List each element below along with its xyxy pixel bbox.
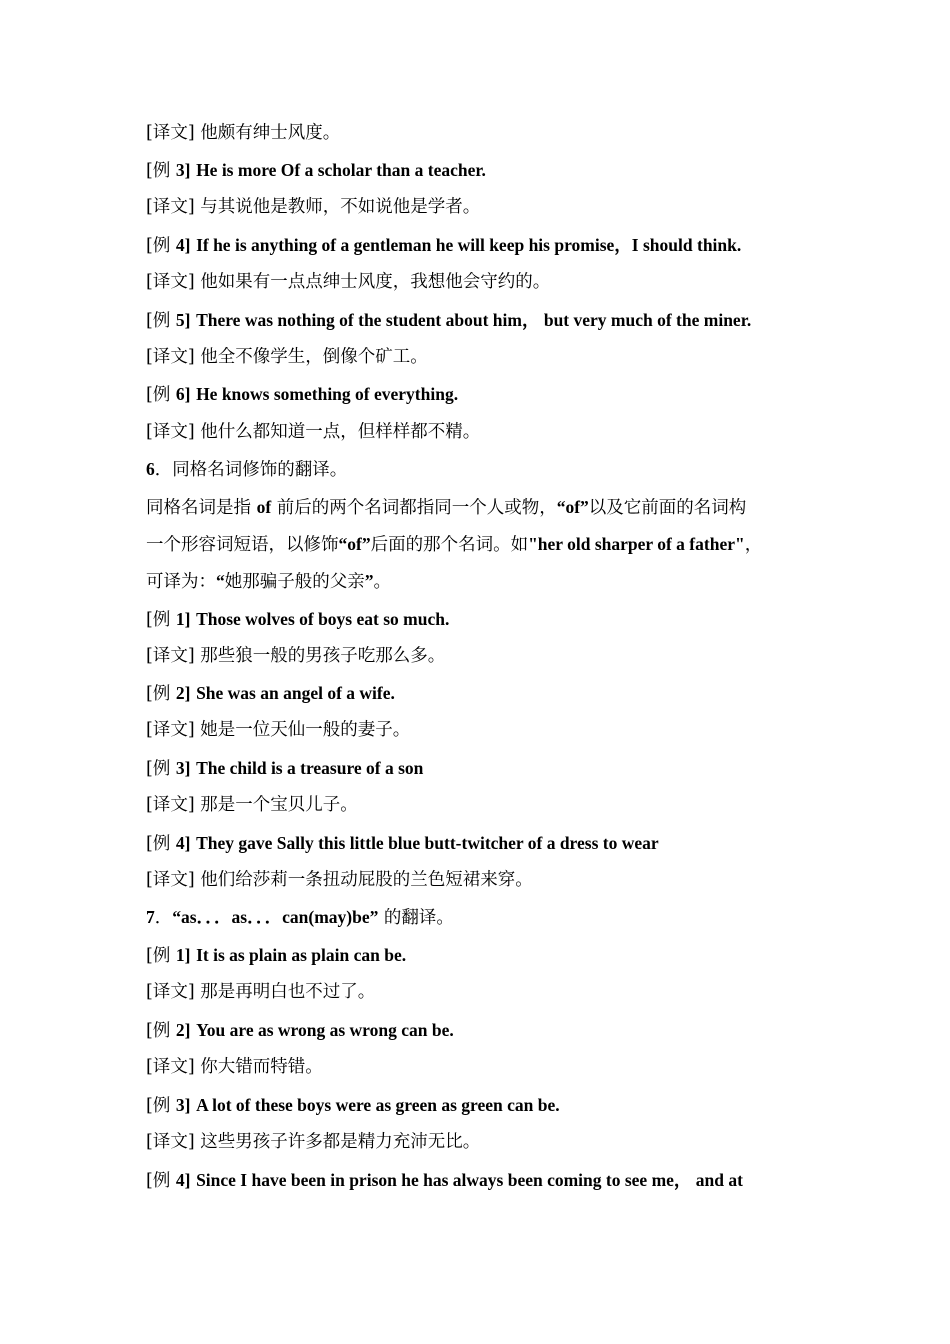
example-number: 4]	[175, 235, 191, 255]
example-line	[146, 1019, 454, 1042]
translation-line	[146, 346, 428, 368]
translation-tag: [译文]	[146, 123, 195, 143]
paragraph-line	[146, 533, 762, 556]
example-tag: [例	[146, 834, 171, 854]
example-number: 2]	[175, 683, 191, 703]
example-line	[146, 608, 449, 631]
example-line	[146, 1169, 743, 1192]
example-tag: [例	[146, 946, 171, 966]
example-text: He is more Of a scholar than a teacher.	[196, 160, 486, 180]
translation-text: 你大错而特错。	[200, 1057, 323, 1077]
paragraph-term: “of”	[338, 534, 371, 554]
translation-tag: [译文]	[146, 422, 195, 442]
translation-line	[146, 794, 358, 816]
paragraph-example: "her old sharper of a father"	[528, 534, 745, 554]
section-title-pattern: “as．．．as．．．can(may)be”	[172, 907, 379, 927]
example-line	[146, 383, 458, 406]
translation-line	[146, 271, 550, 293]
example-line	[146, 832, 659, 855]
translation-tag: [译文]	[146, 982, 195, 1002]
example-text: The child is a treasure of a son	[196, 758, 424, 778]
translation-tag: [译文]	[146, 795, 195, 815]
example-text: If he is anything of a gentleman he will keep his promise，I should think.	[196, 235, 742, 255]
example-text: Those wolves of boys eat so much.	[196, 609, 450, 629]
example-tag: [例	[146, 385, 171, 405]
section-number: 7	[146, 907, 155, 927]
example-line	[146, 309, 751, 332]
example-number: 1]	[175, 945, 191, 965]
example-tag: [例	[146, 759, 171, 779]
translation-text: 他什么都知道一点，但样样都不精。	[200, 422, 481, 442]
section-title: 的翻译。	[378, 908, 454, 928]
translation-tag: [译文]	[146, 272, 195, 292]
paragraph-term: of	[256, 497, 272, 517]
example-line	[146, 757, 423, 780]
example-number: 4]	[175, 833, 191, 853]
translation-tag: [译文]	[146, 720, 195, 740]
translation-tag: [译文]	[146, 197, 195, 217]
example-line	[146, 1094, 560, 1117]
example-number: 4]	[175, 1170, 191, 1190]
example-text: It is as plain as plain can be.	[196, 945, 407, 965]
section-title: ．	[154, 908, 173, 928]
translation-line	[146, 421, 480, 443]
example-text: He knows something of everything.	[196, 384, 459, 404]
paragraph-text: 。	[373, 572, 391, 592]
paragraph-text: 她那骗子般的父亲	[224, 572, 365, 592]
translation-line	[146, 196, 480, 218]
example-number: 3]	[175, 758, 191, 778]
section-heading	[146, 906, 454, 929]
example-tag: [例	[146, 311, 171, 331]
translation-tag: [译文]	[146, 1132, 195, 1152]
quote-mark: ”	[364, 571, 374, 591]
translation-text: 那是一个宝贝儿子。	[200, 795, 358, 815]
paragraph-text: ，	[744, 535, 763, 555]
example-line	[146, 159, 486, 182]
example-tag: [例	[146, 1171, 171, 1191]
example-number: 2]	[175, 1020, 191, 1040]
paragraph-text: 一个形容词短语，以修饰	[146, 535, 339, 555]
example-tag: [例	[146, 1096, 171, 1116]
example-tag: [例	[146, 161, 171, 181]
translation-text: 那些狼一般的男孩子吃那么多。	[200, 646, 446, 666]
paragraph-text: 前后的两个名词都指同一个人或物，	[271, 498, 557, 518]
translation-line	[146, 645, 445, 667]
translation-text: 她是一位天仙一般的妻子。	[200, 720, 411, 740]
translation-tag: [译文]	[146, 347, 195, 367]
paragraph-text: 同格名词是指	[146, 498, 257, 518]
translation-line	[146, 1056, 323, 1078]
paragraph-text: 以及它前面的名词构	[588, 498, 747, 518]
example-line	[146, 944, 406, 967]
translation-line	[146, 1131, 480, 1153]
example-text: You are as wrong as wrong can be.	[196, 1020, 454, 1040]
example-number: 6]	[175, 384, 191, 404]
paragraph-line	[146, 570, 391, 593]
example-text: A lot of these boys were as green as green can be.	[196, 1095, 560, 1115]
translation-line	[146, 869, 533, 891]
section-title: ．同格名词修饰的翻译。	[154, 460, 348, 480]
translation-tag: [译文]	[146, 1057, 195, 1077]
example-line	[146, 682, 395, 705]
paragraph-text: 可译为：	[146, 572, 216, 592]
example-text: She was an angel of a wife.	[196, 683, 395, 703]
example-number: 3]	[175, 1095, 191, 1115]
translation-text: 他如果有一点点绅士风度，我想他会守约的。	[200, 272, 551, 292]
example-tag: [例	[146, 1021, 171, 1041]
example-text: Since I have been in prison he has always been coming to see me， and at	[196, 1170, 743, 1190]
translation-text: 他们给莎莉一条扭动屁股的兰色短裙来穿。	[200, 870, 533, 890]
translation-text: 这些男孩子许多都是精力充沛无比。	[200, 1132, 481, 1152]
translation-text: 他全不像学生，倒像个矿工。	[200, 347, 428, 367]
translation-text: 与其说他是教师，不如说他是学者。	[200, 197, 481, 217]
paragraph-text: 后面的那个名词。如	[370, 535, 529, 555]
example-number: 5]	[175, 310, 191, 330]
translation-line	[146, 122, 340, 144]
example-tag: [例	[146, 610, 171, 630]
translation-text: 他颇有绅士风度。	[200, 123, 341, 143]
translation-tag: [译文]	[146, 646, 195, 666]
translation-line	[146, 719, 410, 741]
example-line	[146, 234, 741, 257]
translation-tag: [译文]	[146, 870, 195, 890]
section-number: 6	[146, 459, 155, 479]
quote-mark: “	[216, 571, 225, 591]
paragraph-term: “of”	[556, 497, 589, 517]
example-tag: [例	[146, 684, 171, 704]
example-text: They gave Sally this little blue butt-twitcher of a dress to wear	[196, 833, 659, 853]
translation-text: 那是再明白也不过了。	[200, 982, 376, 1002]
example-tag: [例	[146, 236, 171, 256]
example-number: 1]	[175, 609, 191, 629]
translation-line	[146, 981, 375, 1003]
paragraph-line	[146, 496, 746, 519]
example-number: 3]	[175, 160, 191, 180]
example-text: There was nothing of the student about him， but very much of the miner.	[196, 310, 752, 330]
section-heading	[146, 458, 347, 481]
